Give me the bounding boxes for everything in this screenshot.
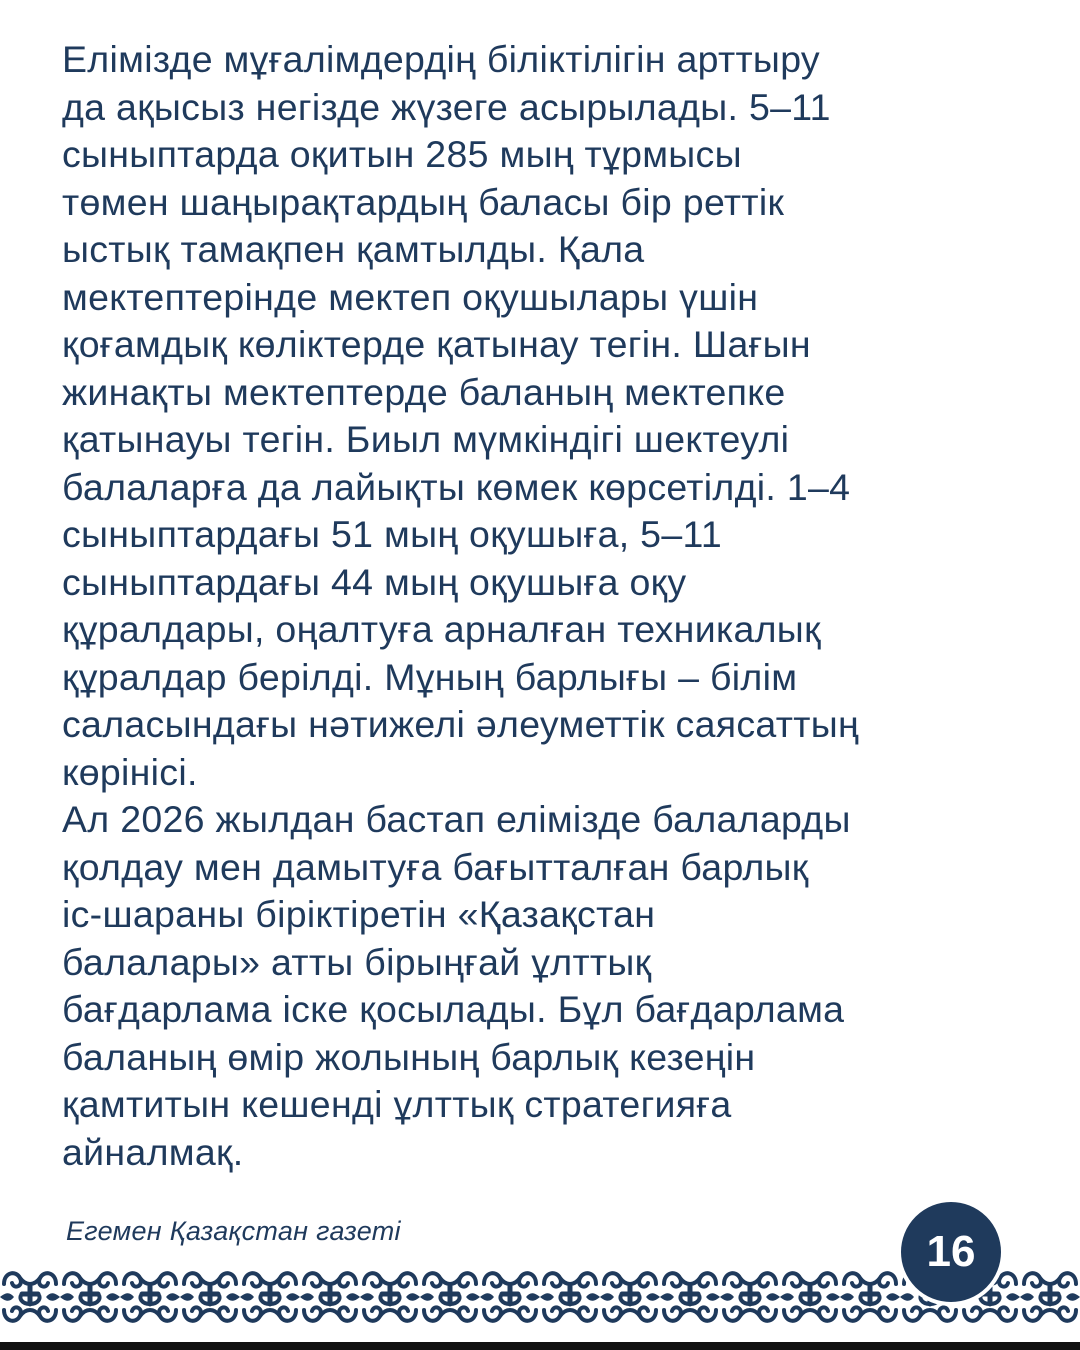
article-line: балаларға да лайықты көмек көрсетілді. 1–4 [62,465,851,508]
article-line: сыныптардағы 44 мың оқушыға оқу [62,560,687,603]
article-line: жинақты мектептерде баланың мектепке [62,370,786,413]
article-line: қоғамдық көліктерде қатынау тегін. Шағын [62,323,811,365]
article-line: бағдарлама іске қосылады. Бұл бағдарлама [62,988,845,1030]
article-line: баланың өмір жолының барлық кезеңін [62,1035,756,1078]
page-number-badge: 16 [897,1198,1005,1306]
article-line: Елімізде мұғалімдердің біліктілігін арттыру [62,38,820,80]
article-line: сыныптарда оқитын 285 мың тұрмысы [62,133,742,175]
article-line: төмен шаңырақтардың баласы бір реттік [62,180,785,223]
article-line: қамтитын кешенді ұлттық стратегияға [62,1083,732,1125]
article-text [62,36,1022,1176]
article-line: балалары» атты бірыңғай ұлттық [62,940,652,983]
article-line: қатынауы тегін. Биыл мүмкіндігі шектеулі [62,418,790,460]
bottom-border [0,1342,1080,1350]
article-line: көрінісі. [62,750,198,793]
article-line: айналмақ. [62,1130,244,1173]
article-line: да ақысыз негізде жүзеге асырылады. 5–11 [62,85,831,128]
newspaper-source: Егемен Қазақстан газеті [66,1216,401,1246]
article-line: құралдар берілді. Мұның барлығы – білім [62,655,798,698]
article-line: Ал 2026 жылдан бастап елімізде балаларды [62,798,851,840]
article-line: саласындағы нәтижелі әлеуметтік саясаттың [62,703,859,745]
article-line: мектептерінде мектеп оқушылары үшін [62,275,759,318]
article-line: ыстық тамақпен қамтылды. Қала [62,228,645,270]
article-line: құралдары, оңалтуға арналған техникалық [62,608,821,650]
article-line: іс-шараны біріктіретін «Қазақстан [62,893,656,935]
article-line: сыныптардағы 51 мың оқушыға, 5–11 [62,513,723,555]
article-line: қолдау мен дамытуға бағытталған барлық [62,845,809,888]
